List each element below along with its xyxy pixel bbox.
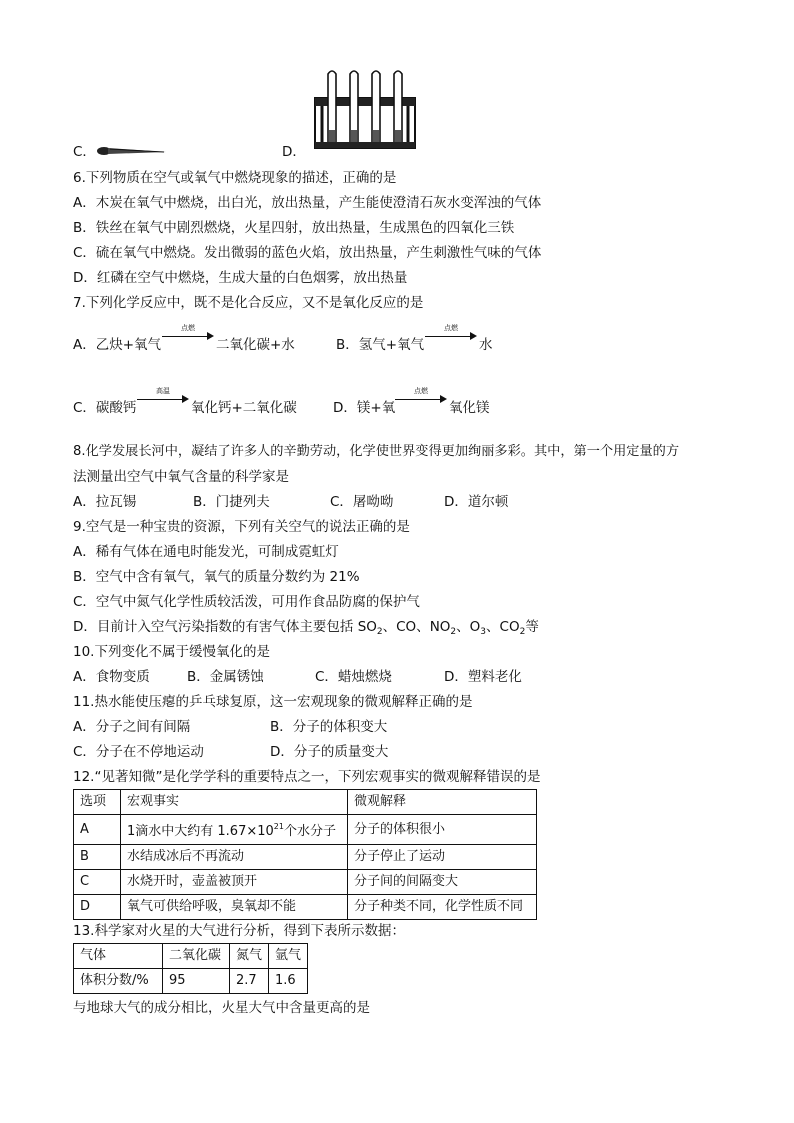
q6-option-a: A．木炭在氧气中燃烧，出白光，放出热量，产生能使澄清石灰水变浑浊的气体 [73,195,542,211]
table-cell-explanation: 分子间的间隔变大 [348,870,537,895]
table-cell: 二氧化碳 [163,944,230,969]
table-row [74,870,537,895]
q9-option-d-co: 、CO、 [382,619,430,635]
so2-formula: SO [357,619,377,635]
q11-option-c: C．分子在不停地运动 [73,744,204,760]
q7-option-a-condition: 点燃 [181,324,195,332]
o3-subscript: 3 [480,627,487,637]
exponent: 21 [273,822,284,831]
q7-option-b-reactants: B．氢气+氧气 [336,337,425,353]
q7-option-a-arrow [162,324,214,343]
so2-subscript: 2 [376,627,383,637]
table-row [74,815,537,845]
q9-option-d [73,617,539,642]
q6-stem: 6.下列物质在空气或氧气中燃烧现象的描述，正确的是 [73,170,397,186]
q10-stem: 10.下列变化不属于缓慢氧化的是 [73,644,270,660]
q10-option-d: D．塑料老化 [444,669,522,685]
q13-after-text: 与地球大气的成分相比，火星大气中含量更高的是 [73,1000,370,1016]
q7-option-d-condition: 点燃 [414,387,428,395]
q11-stem: 11.热水能使压瘪的乒乓球复原，这一宏观现象的微观解释正确的是 [73,694,473,710]
table-cell-fact: 水烧开时，壶盖被顶开 [121,870,348,895]
q9-sep: 、 [456,619,470,635]
table-row [74,895,537,920]
q7-option-d-arrow [395,387,447,406]
table-cell: 氮气 [230,944,269,969]
no2-subscript: 2 [450,627,457,637]
q10-option-b: B．金属锈蚀 [187,669,264,685]
q11-option-a: A．分子之间有间隔 [73,719,191,735]
q7-option-b-condition: 点燃 [444,324,458,332]
co2-subscript: 2 [519,627,526,637]
table-header-row [74,790,537,815]
q10-option-c: C．蜡烛燃烧 [315,669,392,685]
table-cell-explanation: 分子的体积很小 [348,815,537,845]
q7-option-d-reactants: D．镁+氧 [333,400,396,416]
table-cell-fact [121,815,348,845]
option-c-label: C． [73,144,96,160]
table-row [74,944,308,969]
table-cell-option: B [74,845,121,870]
q12-table [73,789,537,920]
table-header-cell: 宏观事实 [121,790,348,815]
q9-option-a: A．稀有气体在通电时能发光，可制成霓虹灯 [73,544,339,560]
q7-stem: 7.下列化学反应中，既不是化合反应，又不是氧化反应的是 [73,295,424,311]
table-cell: 体积分数/% [74,969,163,994]
q9-option-b: B．空气中含有氧气，氧气的质量分数约为 21% [73,569,360,585]
fact-text-end: 个水分子 [283,824,336,839]
q7-option-d-products: 氧化镁 [449,400,490,416]
table-cell-explanation: 分子种类不同，化学性质不同 [348,895,537,920]
q9-option-d-suffix: 等 [525,619,539,635]
q9-sep2: 、 [486,619,500,635]
table-cell-explanation: 分子停止了运动 [348,845,537,870]
table-row [74,969,308,994]
table-header-cell: 微观解释 [348,790,537,815]
test-tube-rack-figure [312,68,418,152]
no2-formula: NO [429,619,451,635]
table-cell-option: C [74,870,121,895]
q8-stem-line1: 8.化学发展长河中，凝结了许多人的辛勤劳动，化学使世界变得更加绚丽多彩。其中，第一个用定量的方 [73,444,680,459]
q8-option-c: C．屠呦呦 [330,494,394,510]
table-cell-option: A [74,815,121,845]
q7-option-c-reactants: C．碳酸钙 [73,400,137,416]
option-d-label: D． [282,144,306,160]
q7-option-a-reactants: A．乙炔+氧气 [73,337,162,353]
table-header-cell: 选项 [74,790,121,815]
table-cell: 气体 [74,944,163,969]
table-cell-fact: 氧气可供给呼吸，臭氧却不能 [121,895,348,920]
q8-option-d: D．道尔顿 [444,494,509,510]
q6-option-d: D．红磷在空气中燃烧，生成大量的白色烟雾，放出热量 [73,270,408,286]
table-cell: 2.7 [230,969,269,994]
table-cell: 氩气 [269,944,308,969]
q9-stem: 9.空气是一种宝贵的资源，下列有关空气的说法正确的是 [73,519,410,535]
q8-stem-line2: 法测量出空气中氧气含量的科学家是 [73,469,289,485]
table-cell-option: D [74,895,121,920]
q6-option-b: B．铁丝在氧气中剧烈燃烧，火星四射，放出热量，生成黑色的四氧化三铁 [73,220,515,236]
pipette-figure [96,144,170,158]
table-cell: 1.6 [269,969,308,994]
q9-option-d-prefix: D．目前计入空气污染指数的有害气体主要包括 [73,619,358,635]
table-row [74,845,537,870]
q7-option-b-arrow [425,324,477,343]
q6-option-c: C．硫在氧气中燃烧。发出微弱的蓝色火焰，放出热量，产生刺激性气味的气体 [73,245,542,261]
q8-option-a: A．拉瓦锡 [73,494,137,510]
co2-formula: CO [499,619,520,635]
q13-table [73,943,308,994]
q7-option-c-arrow [137,387,189,406]
table-cell: 95 [163,969,230,994]
q7-option-b-products: 水 [479,337,493,353]
q7-option-c-products: 氧化钙+二氧化碳 [191,400,297,416]
q12-stem: 12.“见著知微”是化学学科的重要特点之一，下列宏观事实的微观解释错误的是 [73,769,541,785]
q9-option-c: C．空气中氮气化学性质较活泼，可用作食品防腐的保护气 [73,594,420,610]
q7-option-a-products: 二氧化碳+水 [216,337,295,353]
fact-text: 1滴水中大约有 1.67×10 [127,824,274,839]
q11-option-d: D．分子的质量变大 [270,744,389,760]
q13-stem: 13.科学家对火星的大气进行分析，得到下表所示数据： [73,923,405,939]
q8-option-b: B．门捷列夫 [193,494,270,510]
q10-option-a: A．食物变质 [73,669,150,685]
o3-formula: O [469,619,481,635]
q7-option-c-condition: 高温 [156,387,170,395]
table-cell-fact: 水结成冰后不再流动 [121,845,348,870]
q11-option-b: B．分子的体积变大 [270,719,388,735]
